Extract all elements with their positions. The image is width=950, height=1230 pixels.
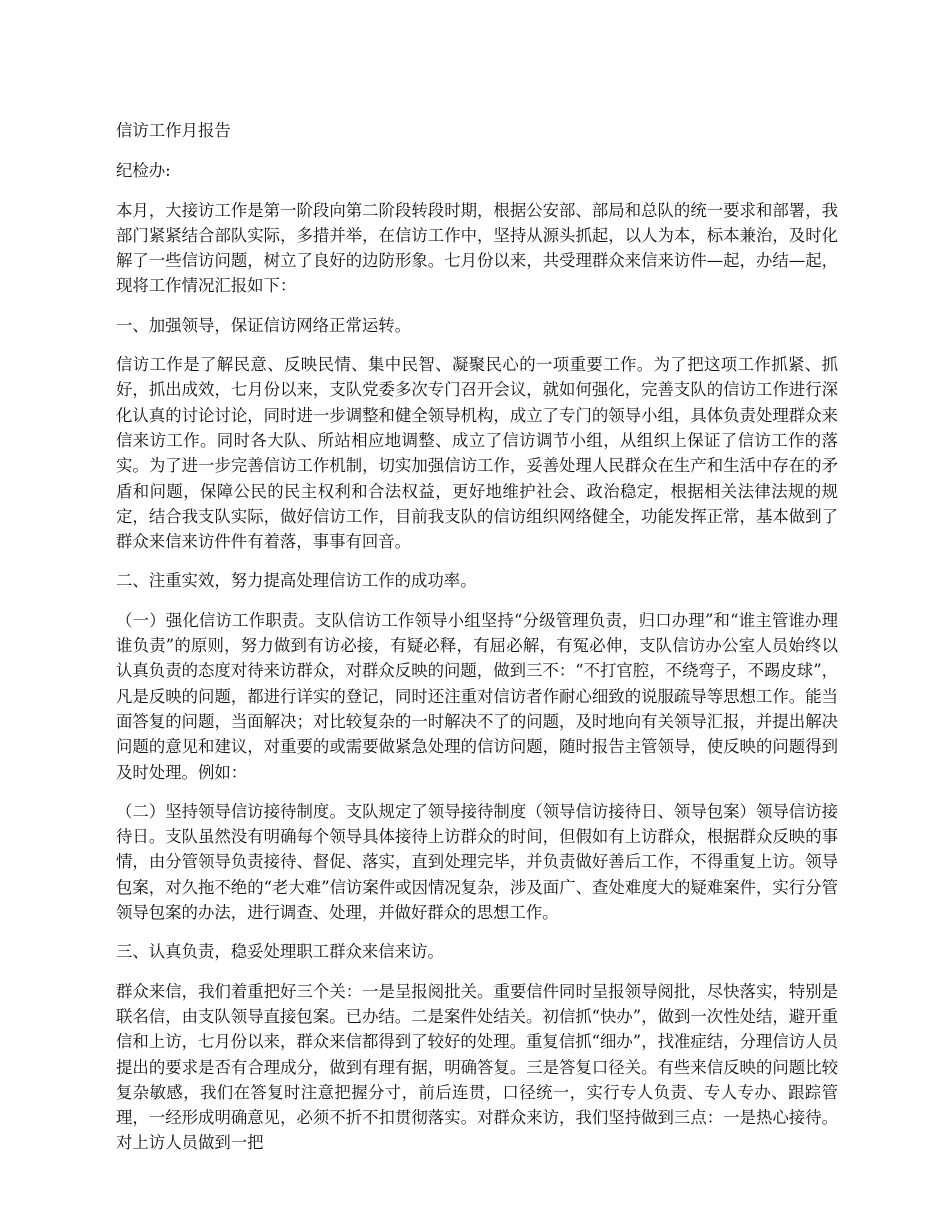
paragraph-section-2-part-2: （二）坚持领导信访接待制度。支队规定了领导接待制度（领导信访接待日、领导包案）领导信访接待日。支队虽然没有明确每个领导具体接待上访群众的时间，但假如有上访群众，根据群众反映的事情，由分管领导负责接待、督促、落实，直到处理完毕，并负责做好善后工作，不得重复上访。领导包案，对久拖不绝的“老大难”信访案件或因情况复杂，涉及面广、查处难度大的疑难案件，实行分管领导包案的办法，进行调查、处理，并做好群众的思想工作。 <box>116 801 838 923</box>
recipient-line: 纪检办: <box>116 161 171 181</box>
paragraph-section-2-part-1: （一）强化信访工作职责。支队信访工作领导小组坚持“分级管理负责，归口办理”和“谁主管谁办理谁负责”的原则，努力做到有访必接，有疑必释，有屈必解，有冤必伸，支队信访办公室人员始终以认真负责的态度对待来访群众，对群众反映的问题，做到三不：“不打官腔，不绕弯子，不踢皮球”，凡是反映的问题，都进行详实的登记，同时还注重对信访者作耐心细致的说服疏导等思想工作。能当面答复的问题，当面解决；对比较复杂的一时解决不了的问题，及时地向有关领导汇报，并提出解决问题的意见和建议，对重要的或需要做紧急处理的信访问题，随时报告主管领导，使反映的问题得到及时处理。例如： <box>116 610 838 782</box>
section-heading-2: 二、注重实效，努力提高处理信访工作的成功率。 <box>116 571 477 591</box>
section-heading-1: 一、加强领导，保证信访网络正常运转。 <box>116 315 412 335</box>
paragraph-section-3: 群众来信，我们着重把好三个关：一是呈报阅批关。重要信件同时呈报领导阅批，尽快落实，特别是联名信，由支队领导直接包案。已办结。二是案件处结关。初信抓“快办”，做到一次性处结，避开重信和上访，七月份以来，群众来信都得到了较好的处理。重复信抓“细办”，找准症结，分理信访人员提出的要求是否有合理成分，做到有理有据，明确答复。三是答复口径关。有些来信反映的问题比较复杂敏感，我们在答复时注意把握分寸，前后连贯，口径统一，实行专人负责、专人专办、跟踪管理，一经形成明确意见，必须不折不扣贯彻落实。对群众来访，我们坚持做到三点：一是热心接待。对上访人员做到一把 <box>116 981 838 1153</box>
document-title: 信访工作月报告 <box>116 121 231 140</box>
document-page <box>116 118 838 1170</box>
paragraph-intro: 本月，大接访工作是第一阶段向第二阶段转段时期，根据公安部、部局和总队的统一要求和部署，我部门紧紧结合部队实际，多措并举，在信访工作中，坚持从源头抓起，以人为本，标本兼治，及时化解了一些信访问题，树立了良好的边防形象。七月份以来，共受理群众来信来访件—起，办结—起，现将工作情况汇报如下： <box>116 200 838 296</box>
section-heading-3: 三、认真负责，稳妥处理职工群众来信来访。 <box>116 942 444 962</box>
paragraph-section-1: 信访工作是了解民意、反映民情、集中民智、凝聚民心的一项重要工作。为了把这项工作抓紧、抓好，抓出成效，七月份以来，支队党委多次专门召开会议，就如何强化，完善支队的信访工作进行深化认真的讨论讨论，同时进一步调整和健全领导机构，成立了专门的领导小组，具体负责处理群众来信来访工作。同时各大队、所站相应地调整、成立了信访调节小组，从组织上保证了信访工作的落实。为了进一步完善信访工作机制，切实加强信访工作，妥善处理人民群众在生产和生活中存在的矛盾和问题，保障公民的民主权利和合法权益，更好地维护社会、政治稳定，根据相关法律法规的规定，结合我支队实际，做好信访工作，目前我支队的信访组织网络健全，功能发挥正常，基本做到了群众来信来访件件有着落，事事有回音。 <box>116 355 838 552</box>
